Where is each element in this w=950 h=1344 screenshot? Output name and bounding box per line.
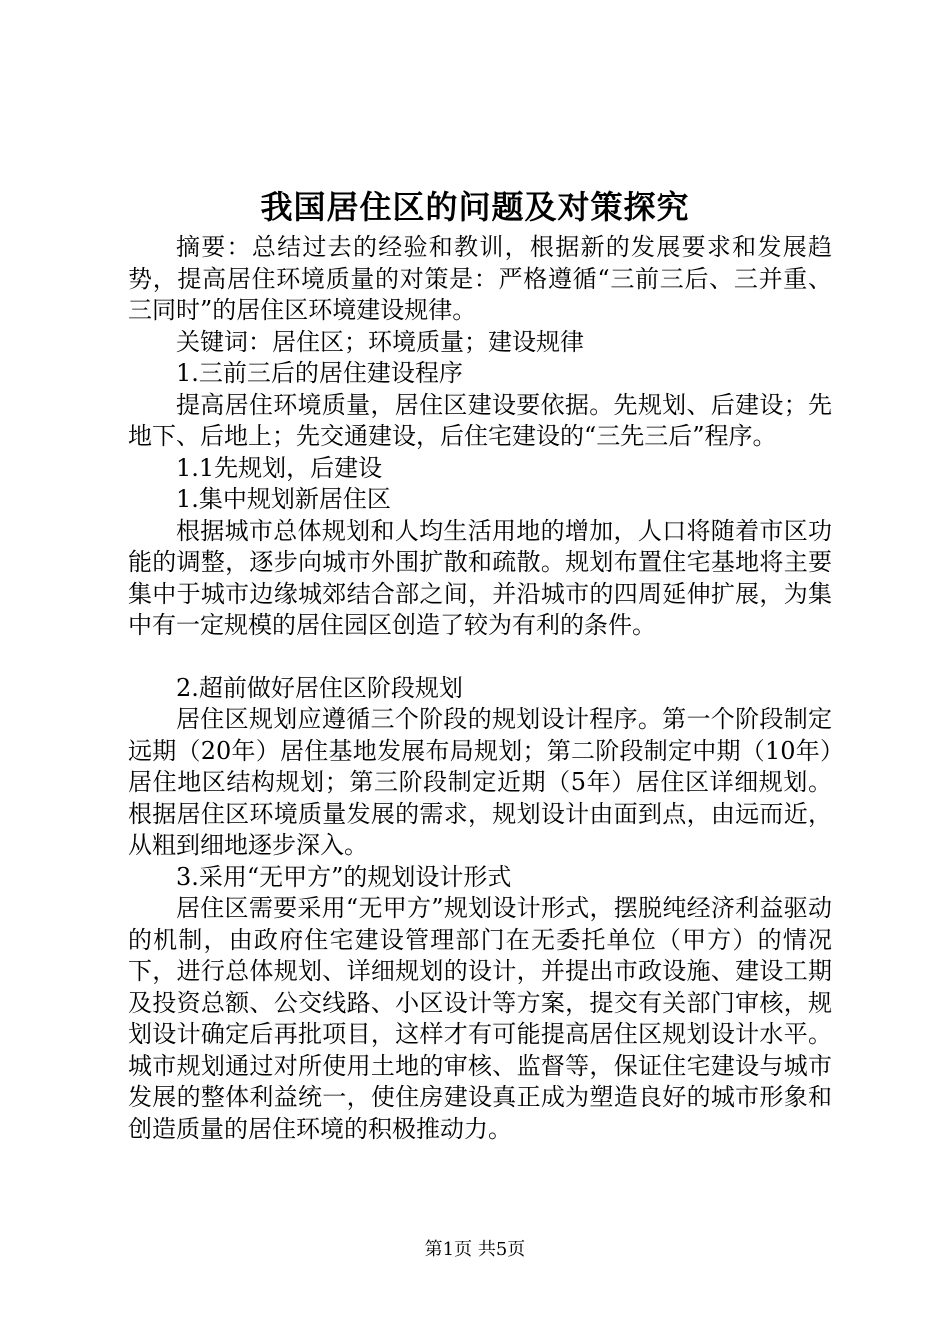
keywords-paragraph: 关键词：居住区；环境质量；建设规律 bbox=[176, 327, 584, 356]
page-number-footer: 第1页 共5页 bbox=[424, 1239, 526, 1260]
document-body bbox=[128, 232, 832, 1145]
document-title: 我国居住区的问题及对策探究 bbox=[260, 188, 690, 226]
subsection-heading: 1.1先规划，后建设 bbox=[176, 453, 383, 482]
body-paragraph: 居住区需要采用“无甲方”规划设计形式，摆脱纯经济利益驱动的机制，由政府住宅建设管理部门在无委托单位（甲方）的情况下，进行总体规划、详细规划的设计，并提出市政设施、建设工期及投资总额、公交线路、小区设计等方案，提交有关部门审核，规划设计确定后再批项目，这样才有可能提高居住区规划设计水平。城市规划通过对所使用土地的审核、监督等，保证住宅建设与城市发展的整体利益统一，使住房建设真正成为塑造良好的城市形象和创造质量的居住环境的积极推动力。 bbox=[128, 894, 832, 1143]
item-heading: 1.集中规划新居住区 bbox=[176, 485, 391, 513]
body-paragraph: 提高居住环境质量，居住区建设要依据。先规划、后建设；先地下、后地上；先交通建设，后住宅建设的“三先三后”程序。 bbox=[128, 390, 832, 450]
item-heading: 2.超前做好居住区阶段规划 bbox=[176, 673, 463, 702]
item-heading: 3.采用“无甲方”的规划设计形式 bbox=[176, 862, 512, 891]
abstract-paragraph: 摘要：总结过去的经验和教训，根据新的发展要求和发展趋势，提高居住环境质量的对策是：严格遵循“三前三后、三并重、三同时”的居住区环境建设规律。 bbox=[128, 233, 832, 324]
section-heading: 1.三前三后的居住建设程序 bbox=[176, 359, 463, 387]
body-paragraph: 根据城市总体规划和人均生活用地的增加，人口将随着市区功能的调整，逐步向城市外围扩散和疏散。规划布置住宅基地将主要集中于城市边缘城郊结合部之间，并沿城市的四周延伸扩展，为集中有一定规模的居住园区创造了较为有利的条件。 bbox=[128, 516, 832, 639]
paragraph-spacer bbox=[128, 642, 832, 673]
body-paragraph: 居住区规划应遵循三个阶段的规划设计程序。第一个阶段制定远期（20年）居住基地发展布局规划；第二阶段制定中期（10年）居住地区结构规划；第三阶段制定近期（5年）居住区详细规划。根据居住区环境质量发展的需求，规划设计由面到点，由远而近，从粗到细地逐步深入。 bbox=[128, 705, 832, 859]
